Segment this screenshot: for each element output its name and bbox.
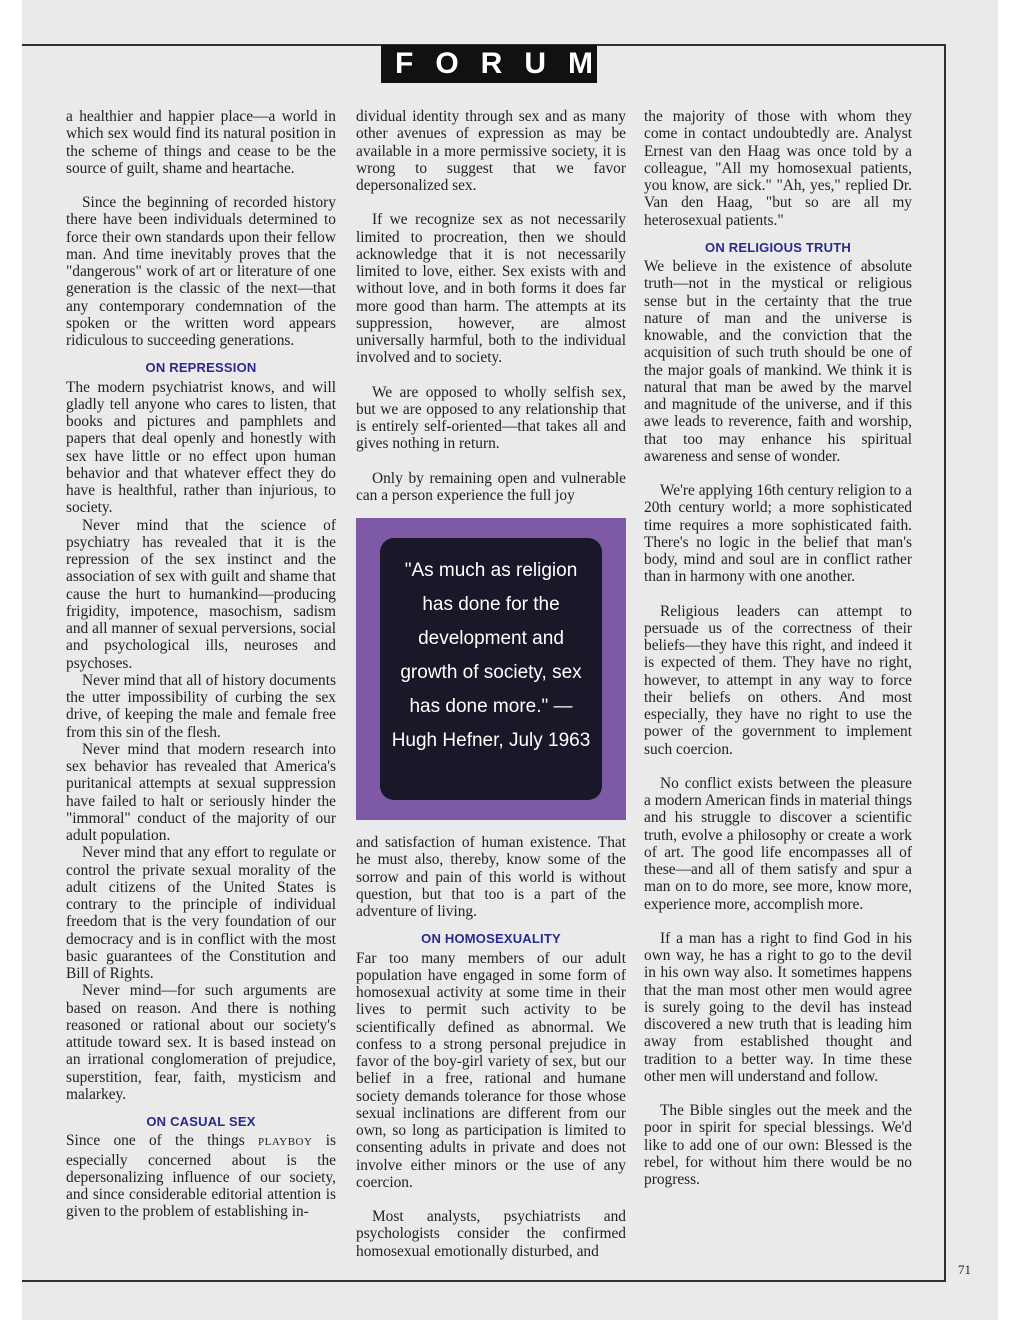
paragraph: Far too many members of our adult population have engaged in some form of homosexual activity at some time in their lives to permit such activity to be scientifically defined as abnormal. We confess to a strong personal prejudice in favor of the boy-girl variety of sex, but our belief in a free, rational and humane society demands tolerance for those whose sexual inclinations are different from our own, so long as participation is limited to consenting adults in private and does not involve either minors or the use of any coercion. [356, 949, 626, 1191]
subheading-religious-truth: ON RELIGIOUS TRUTH [705, 239, 851, 255]
paragraph: Since the beginning of recorded history there have been individuals determined to force their own standards upon their fellow man. And time inevitably proves that the "dangerous" work of art or literature of one generation is the classic of the next—that any contemporary condemnation of the spoken or the written word appears ridiculous to succeeding generations. [66, 194, 336, 349]
subheading-homosexuality: ON HOMOSEXUALITY [421, 931, 561, 947]
subheading-casual-sex: ON CASUAL SEX [146, 1114, 256, 1129]
magazine-name: PLAYBOY [258, 1136, 313, 1149]
column-2 [356, 108, 626, 1260]
subheading-repression: ON REPRESSION [145, 360, 257, 376]
paragraph: Never mind that the science of psychiatry has revealed that it is the repression of the sex instinct and the association of sex with guilt and shame that cause the hurt to humankind—producing frigidity, impotence, masochism, sadism and all manner of sexual perversions, social and psychological ills, neuroses and psychoses. [66, 516, 336, 672]
paragraph: and satisfaction of human existence. That he must also, thereby, know some of the sorrow and pain of this world is without question, but that too is a part of the adventure of living. [356, 834, 626, 920]
paragraph: dividual identity through sex and as many other avenues of expression as may be available in a more permissive society, it is wrong to suggest that we favor depersonalized sex. [356, 108, 626, 194]
paragraph: No conflict exists between the pleasure a modern American finds in material things and his struggle to discover a scientific truth, evolve a philosophy or create a work of art. The good life encompasses all of these—and all of them satisfy and spur a man on to do more, see more, know more, experience more, accomplish more. [644, 774, 912, 913]
pull-quote: "As much as religion has done for the development and growth of society, sex has done more." —Hugh Hefner, July 1963 [380, 538, 602, 800]
paragraph: We're applying 16th century religion to a 20th century world; a more sophisticated time requires a more sophisticated faith. There's no logic in the belief that man's body, mind and soul are in conflict rather than in harmony with one another. [644, 482, 912, 586]
column-3 [644, 108, 912, 1188]
paragraph: Never mind that all of history documents the utter impossibility of curbing the sex drive, of keeping the male and female free from this sin of the flesh. [66, 671, 336, 741]
column-1 [66, 108, 336, 1221]
paragraph: Never mind—for such arguments are based on reason. And there is nothing reasoned or rational about our society's attitude toward sex. It is based instead on an irrational conglomeration of prejudice, superstition, fear, faith, mysticism and malarkey. [66, 982, 336, 1103]
paragraph: the majority of those with whom they come in contact undoubtedly are. Analyst Ernest van den Haag was once told by a colleague, "All my homosexual patients, you know, are sick." "Ah, yes," replied Dr. Van den Haag, "but so are all my heterosexual patients." [644, 108, 912, 229]
paragraph [66, 1132, 336, 1220]
section-header: FORUM [381, 45, 597, 83]
paragraph: a healthier and happier place—a world in which sex would find its natural position in the scheme of things and cease to be the source of guilt, shame and heartache. [66, 108, 336, 177]
paragraph: If a man has a right to find God in his own way, he has a right to go to the devil in his own way also. It sometimes happens that the man most other men would agree is surely going to the devil has instead discovered a new truth that is leading him away from established thought and tradition to a better way. In time these other men will understand and follow. [644, 929, 912, 1085]
paragraph: Never mind that any effort to regulate or control the private sexual morality of the adult citizens of the United States is contrary to the principle of individual freedom that is the very foundation of our democracy and is in conflict with the most basic guarantees of the Constitution and Bill of Rights. [66, 844, 336, 982]
paragraph: We are opposed to wholly selfish sex, but we are opposed to any relationship that is entirely self-oriented—that takes all and gives nothing in return. [356, 383, 626, 453]
paragraph: Most analysts, psychiatrists and psychologists consider the confirmed homosexual emotionally disturbed, and [356, 1208, 626, 1260]
text-run: Since one of the things [66, 1132, 245, 1150]
paragraph: Only by remaining open and vulnerable can a person experience the full joy [356, 469, 626, 504]
paragraph: The modern psychiatrist knows, and will gladly tell anyone who cares to listen, that books and pictures and pamphlets and papers that deal openly and honestly with sex have little or no effect upon human behavior and that whatever effect they do have is healthful, rather than injurious, to society. [66, 378, 336, 517]
paragraph: Never mind that modern research into sex behavior has revealed that America's puritanical attempts at sexual suppression have failed to halt or seriously hinder the "immoral" conduct of the majority of our adult population. [66, 740, 336, 844]
paragraph: Religious leaders can attempt to persuade us of the correctness of their beliefs—they have this right, and indeed it is expected of them. They have no right, however, to attempt in any way to force their beliefs on others. And most especially, they have no right to use the power of the government to implement such coercion. [644, 602, 912, 758]
paragraph: If we recognize sex as not necessarily limited to procreation, then we should acknowledge that it is not necessarily limited to love, either. Sex exists with and without love, and in both forms it does far more good than harm. The attempts at its suppression, however, are almost universally harmful, both to the individual involved and to society. [356, 211, 626, 367]
paragraph: We believe in the existence of absolute truth—not in the mystical or religious sense but in the certainty that the true nature of man and the universe is knowable, and the conviction that the acquisition of such truth should be one of the major goals of mankind. We think it is natural that man be awed by the marvel and magnitude of the universe, and if this awe leads to reverence, faith and worship, that too may enhance his spiritual awareness and sense of wonder. [644, 258, 912, 465]
pull-quote-box [356, 518, 626, 820]
page-number: 71 [958, 1262, 971, 1277]
paragraph: The Bible singles out the meek and the poor in spirit for special blessings. We'd like to add one of our own: Blessed is the rebel, for without him there would be no progress. [644, 1102, 912, 1188]
text-run: is especially concerned about is the depersonalizing influence of our society, and since considerable editorial attention is given to the problem of establishing in- [66, 1132, 336, 1221]
